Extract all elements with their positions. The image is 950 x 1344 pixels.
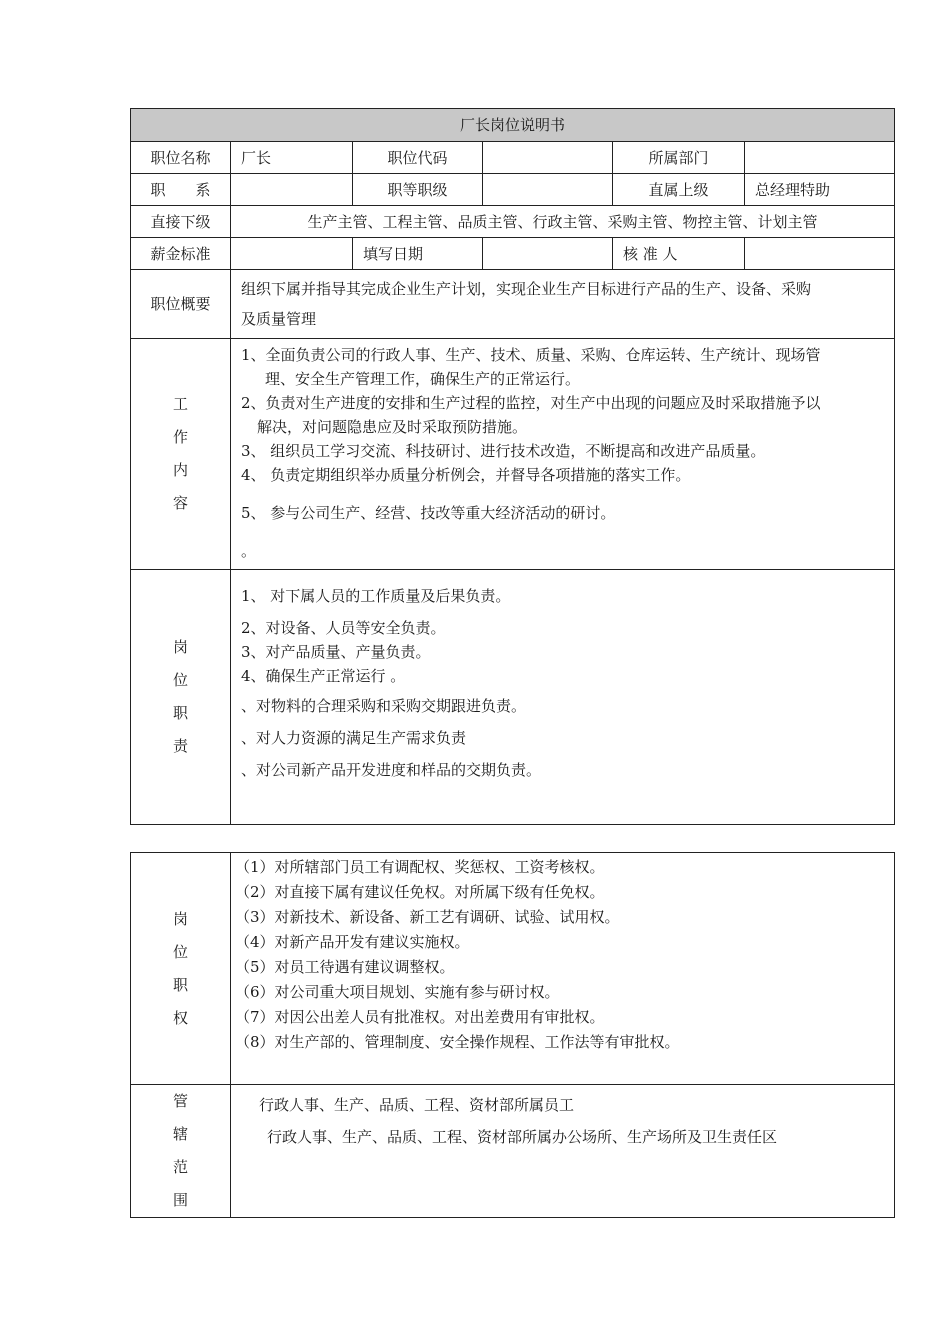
scope-line: 行政人事、生产、品质、工程、资材部所属办公场所、生产场所及卫生责任区 xyxy=(267,1128,778,1146)
authority-line: （4）对新产品开发有建议实施权。 xyxy=(235,933,470,951)
duty-line: 1、 对下属人员的工作质量及后果负责。 xyxy=(241,587,511,605)
work-line: 3、 组织员工学习交流、科技研讨、进行技术改造，不断提高和改进产品质量。 xyxy=(241,442,766,460)
fill-date-value xyxy=(483,238,613,270)
label-char: 岗 xyxy=(172,638,188,656)
duty-content xyxy=(231,570,895,825)
salary-standard-value xyxy=(231,238,353,270)
authority-label xyxy=(131,853,231,1085)
duty-line: 、对公司新产品开发进度和样品的交期负责。 xyxy=(241,761,542,779)
authority-line: （3）对新技术、新设备、新工艺有调研、试验、试用权。 xyxy=(235,908,620,926)
grade-value xyxy=(483,174,613,206)
authority-line: （1）对所辖部门员工有调配权、奖惩权、工资考核权。 xyxy=(235,858,605,876)
label-char: 内 xyxy=(172,461,188,479)
label-char: 工 xyxy=(172,395,188,413)
fill-date-label: 填写日期 xyxy=(353,238,483,270)
label-char: 位 xyxy=(172,942,188,961)
summary-content xyxy=(231,270,895,339)
document-title: 厂长岗位说明书 xyxy=(131,109,895,142)
job-family-label: 职 系 xyxy=(131,174,231,206)
label-char: 岗 xyxy=(172,909,188,928)
direct-subordinates-value: 生产主管、工程主管、品质主管、行政主管、采购主管、物控主管、计划主管 xyxy=(231,206,895,238)
approver-label: 核 准 人 xyxy=(613,238,745,270)
label-char: 围 xyxy=(172,1191,188,1209)
position-code-value xyxy=(483,142,613,174)
direct-supervisor-label: 直属上级 xyxy=(613,174,745,206)
label-char: 作 xyxy=(172,428,188,446)
label-char: 责 xyxy=(172,737,188,755)
duty-label xyxy=(131,570,231,825)
scope-line: 行政人事、生产、品质、工程、资材部所属员工 xyxy=(259,1096,575,1114)
work-content xyxy=(231,339,895,570)
job-family-value xyxy=(231,174,353,206)
authority-line: （5）对员工待遇有建议调整权。 xyxy=(235,958,455,976)
authority-line: （6）对公司重大项目规划、实施有参与研讨权。 xyxy=(235,983,560,1001)
work-content-label xyxy=(131,339,231,570)
label-char: 职 xyxy=(172,704,188,722)
duty-line: 2、对设备、人员等安全负责。 xyxy=(241,619,446,637)
authority-line: （7）对因公出差人员有批准权。对出差费用有审批权。 xyxy=(235,1008,605,1026)
scope-content xyxy=(231,1085,895,1218)
approver-value xyxy=(745,238,895,270)
position-name-label: 职位名称 xyxy=(131,142,231,174)
duty-line: 、对物料的合理采购和采购交期跟进负责。 xyxy=(241,697,527,715)
work-line: 1、全面负责公司的行政人事、生产、技术、质量、采购、仓库运转、生产统计、现场管 xyxy=(241,346,821,364)
label-char: 职 xyxy=(172,975,188,994)
job-description-table xyxy=(130,108,895,825)
position-code-label: 职位代码 xyxy=(353,142,483,174)
direct-subordinates-label: 直接下级 xyxy=(131,206,231,238)
authority-table xyxy=(130,852,895,1218)
duty-line: 4、确保生产正常运行 。 xyxy=(241,667,406,685)
label-char: 权 xyxy=(172,1008,188,1027)
summary-line: 组织下属并指导其完成企业生产计划，实现企业生产目标进行产品的生产、设备、采购 xyxy=(241,280,812,298)
summary-label: 职位概要 xyxy=(131,270,231,339)
department-value xyxy=(745,142,895,174)
label-char: 范 xyxy=(172,1158,188,1176)
authority-line: （8）对生产部的、管理制度、安全操作规程、工作法等有审批权。 xyxy=(235,1033,680,1051)
grade-label: 职等职级 xyxy=(353,174,483,206)
duty-line: 3、对产品质量、产量负责。 xyxy=(241,643,431,661)
work-line: 理、安全生产管理工作，确保生产的正常运行。 xyxy=(265,370,581,388)
authority-line: （2）对直接下属有建议任免权。对所属下级有任免权。 xyxy=(235,883,605,901)
work-line: 2、负责对生产进度的安排和生产过程的监控，对生产中出现的问题应及时采取措施予以 xyxy=(241,394,821,412)
label-char: 辖 xyxy=(172,1125,188,1143)
work-line: 。 xyxy=(241,542,257,560)
position-name-value: 厂长 xyxy=(231,142,353,174)
duty-line: 、对人力资源的满足生产需求负责 xyxy=(241,729,467,747)
salary-standard-label: 薪金标准 xyxy=(131,238,231,270)
department-label: 所属部门 xyxy=(613,142,745,174)
label-char: 容 xyxy=(172,494,188,512)
authority-content xyxy=(231,853,895,1085)
work-line: 解决，对问题隐患应及时采取预防措施。 xyxy=(257,418,528,436)
work-line: 4、 负责定期组织举办质量分析例会，并督导各项措施的落实工作。 xyxy=(241,466,691,484)
summary-line: 及质量管理 xyxy=(241,310,317,328)
label-char: 管 xyxy=(172,1092,188,1110)
label-char: 位 xyxy=(172,671,188,689)
scope-label xyxy=(131,1085,231,1218)
work-line: 5、 参与公司生产、经营、技改等重大经济活动的研讨。 xyxy=(241,504,616,522)
direct-supervisor-value: 总经理特助 xyxy=(745,174,895,206)
